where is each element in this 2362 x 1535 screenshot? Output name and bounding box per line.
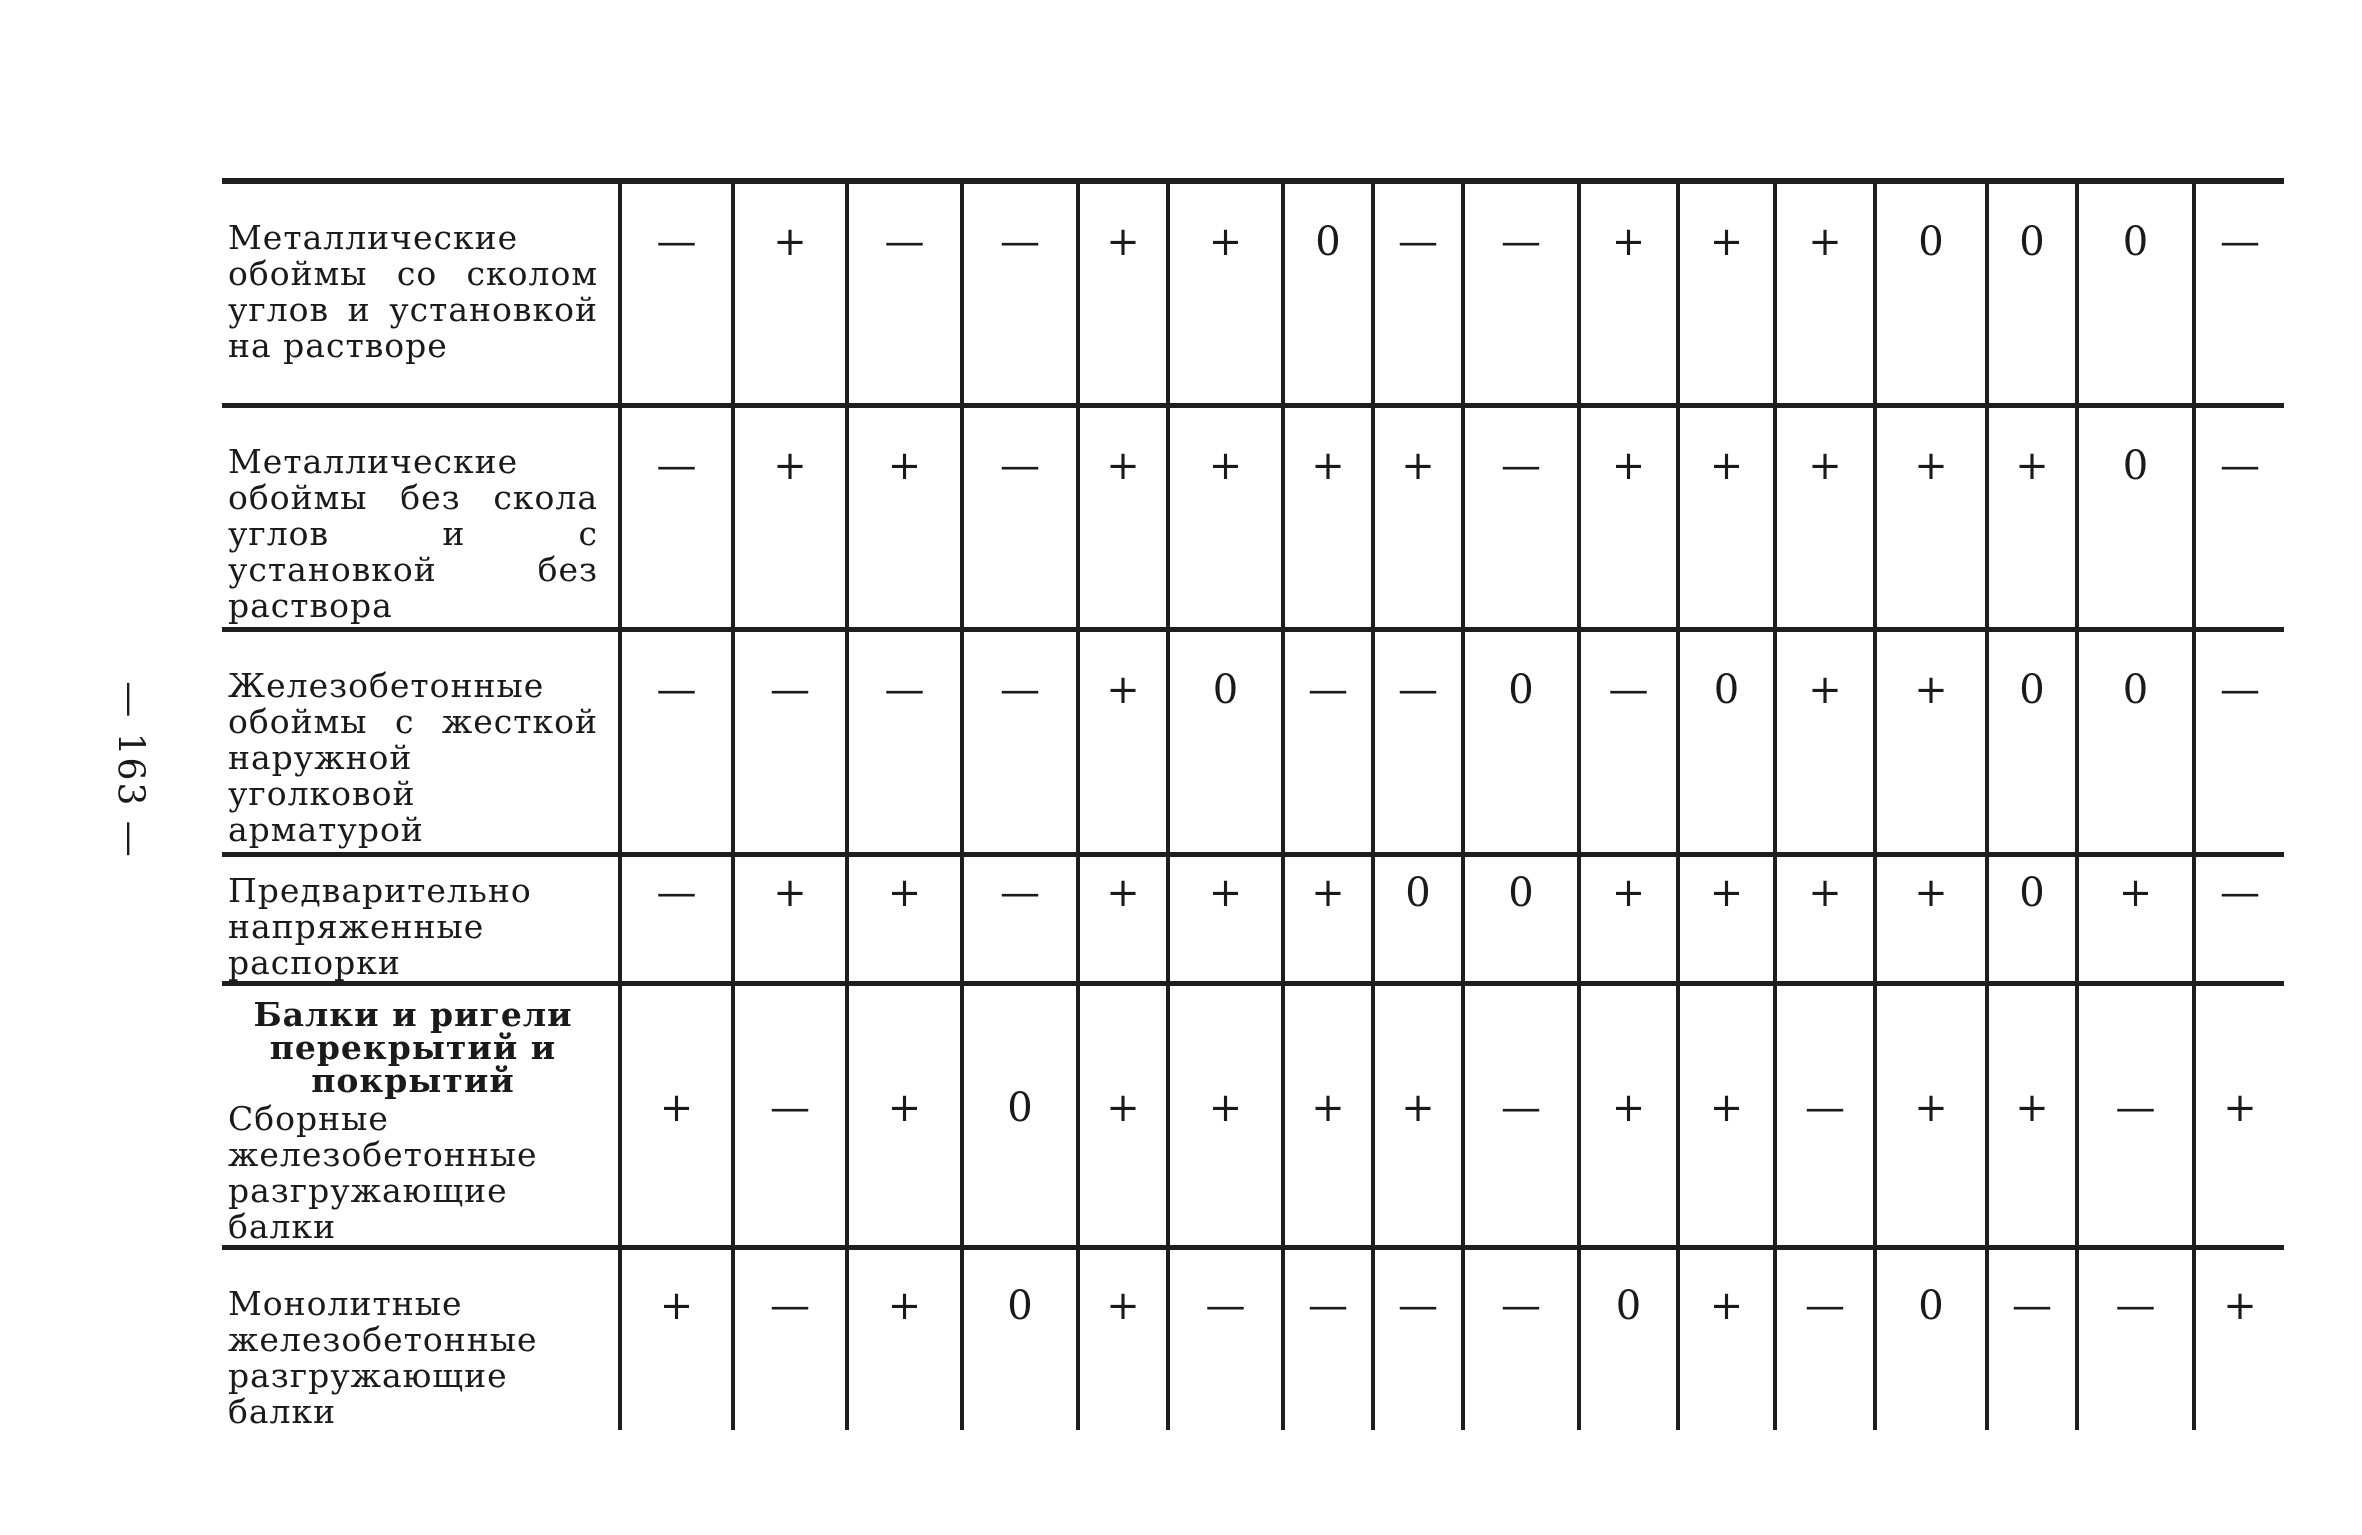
mark-cell: — bbox=[2194, 181, 2284, 405]
mark-cell: 0 bbox=[1463, 629, 1579, 854]
mark-cell: — bbox=[962, 405, 1078, 629]
mark-cell: + bbox=[2194, 983, 2284, 1247]
mark-cell: + bbox=[1875, 854, 1987, 983]
mark-cell: + bbox=[847, 983, 962, 1247]
row-label-cell bbox=[222, 983, 620, 1247]
mark-cell: 0 bbox=[1168, 629, 1283, 854]
mark-cell: + bbox=[2194, 1247, 2284, 1430]
mark-cell: 0 bbox=[1283, 181, 1373, 405]
mark-cell: — bbox=[1283, 1247, 1373, 1430]
mark-cell: — bbox=[2077, 1247, 2194, 1430]
mark-cell: + bbox=[1678, 1247, 1775, 1430]
row-label: Предварительно напряженные распорки bbox=[228, 870, 532, 982]
mark-cell: 0 bbox=[1463, 854, 1579, 983]
mark-cell: — bbox=[1775, 983, 1875, 1247]
mark-cell: — bbox=[2194, 854, 2284, 983]
mark-cell: — bbox=[962, 629, 1078, 854]
mark-cell: — bbox=[1463, 181, 1579, 405]
mark-cell: + bbox=[2077, 854, 2194, 983]
mark-cell: 0 bbox=[1987, 629, 2077, 854]
mark-cell: 0 bbox=[1875, 181, 1987, 405]
mark-cell: + bbox=[1678, 181, 1775, 405]
mark-cell: — bbox=[962, 181, 1078, 405]
mark-cell: + bbox=[1579, 405, 1678, 629]
mark-cell: + bbox=[1875, 405, 1987, 629]
mark-cell: — bbox=[1775, 1247, 1875, 1430]
mark-cell: + bbox=[1078, 983, 1168, 1247]
mark-cell: + bbox=[1987, 405, 2077, 629]
table-row bbox=[222, 405, 2284, 629]
evaluation-table bbox=[222, 178, 2284, 1430]
mark-cell: + bbox=[1078, 405, 1168, 629]
mark-cell: — bbox=[1373, 629, 1463, 854]
mark-cell: + bbox=[1373, 983, 1463, 1247]
mark-cell: + bbox=[1168, 405, 1283, 629]
mark-cell: + bbox=[1078, 854, 1168, 983]
row-label: Металлические обоймы без скола углов и с установкой без раствора bbox=[228, 441, 598, 625]
mark-cell: + bbox=[733, 854, 847, 983]
mark-cell: + bbox=[1168, 181, 1283, 405]
mark-cell: + bbox=[1678, 983, 1775, 1247]
mark-cell: — bbox=[1987, 1247, 2077, 1430]
mark-cell: — bbox=[1579, 629, 1678, 854]
mark-cell: — bbox=[620, 854, 733, 983]
mark-cell: — bbox=[620, 181, 733, 405]
mark-cell: — bbox=[1463, 1247, 1579, 1430]
mark-cell: + bbox=[847, 854, 962, 983]
mark-cell: + bbox=[847, 1247, 962, 1430]
mark-cell: + bbox=[733, 181, 847, 405]
section-heading: Балки и ригели перекрытий и покрытий bbox=[253, 994, 573, 1100]
mark-cell: 0 bbox=[2077, 181, 2194, 405]
row-label-cell bbox=[222, 854, 620, 983]
mark-cell: — bbox=[620, 629, 733, 854]
mark-cell: 0 bbox=[1579, 1247, 1678, 1430]
mark-cell: + bbox=[1875, 983, 1987, 1247]
mark-cell: — bbox=[2194, 629, 2284, 854]
mark-cell: — bbox=[2194, 405, 2284, 629]
mark-cell: + bbox=[1078, 181, 1168, 405]
mark-cell: — bbox=[1373, 1247, 1463, 1430]
mark-cell: + bbox=[1168, 983, 1283, 1247]
mark-cell: + bbox=[620, 983, 733, 1247]
table-row bbox=[222, 983, 2284, 1247]
mark-cell: — bbox=[1373, 181, 1463, 405]
table-row bbox=[222, 854, 2284, 983]
mark-cell: + bbox=[1987, 983, 2077, 1247]
mark-cell: 0 bbox=[2077, 405, 2194, 629]
mark-cell: 0 bbox=[962, 1247, 1078, 1430]
mark-cell: + bbox=[1579, 854, 1678, 983]
mark-cell: + bbox=[1775, 405, 1875, 629]
mark-cell: + bbox=[1283, 854, 1373, 983]
mark-cell: — bbox=[1463, 405, 1579, 629]
mark-cell: + bbox=[1775, 854, 1875, 983]
mark-cell: 0 bbox=[2077, 629, 2194, 854]
mark-cell: — bbox=[1463, 983, 1579, 1247]
mark-cell: — bbox=[733, 983, 847, 1247]
mark-cell: — bbox=[2077, 983, 2194, 1247]
page-number: — 163 — bbox=[109, 681, 151, 859]
mark-cell: + bbox=[620, 1247, 733, 1430]
mark-cell: + bbox=[1283, 405, 1373, 629]
mark-cell: + bbox=[1168, 854, 1283, 983]
row-label: Металлические обоймы со сколом углов и установкой на растворе bbox=[228, 218, 598, 365]
mark-cell: 0 bbox=[1373, 854, 1463, 983]
mark-cell: 0 bbox=[1678, 629, 1775, 854]
mark-cell: + bbox=[1078, 1247, 1168, 1430]
table-body bbox=[222, 181, 2284, 1430]
mark-cell: + bbox=[1678, 405, 1775, 629]
row-label: Железобетонные обоймы с жесткой наружной уголковой арматурой bbox=[228, 665, 598, 849]
mark-cell: — bbox=[620, 405, 733, 629]
mark-cell: + bbox=[1678, 854, 1775, 983]
table-row bbox=[222, 629, 2284, 854]
mark-cell: + bbox=[1579, 181, 1678, 405]
mark-cell: 0 bbox=[1987, 854, 2077, 983]
row-label: Сборные железобетонные разгружающие балки bbox=[228, 1098, 538, 1246]
row-label-cell bbox=[222, 181, 620, 405]
mark-cell: + bbox=[1875, 629, 1987, 854]
row-label: Монолитные железобетонные разгружающие балки bbox=[228, 1283, 538, 1431]
table-row bbox=[222, 1247, 2284, 1430]
mark-cell: — bbox=[733, 1247, 847, 1430]
mark-cell: + bbox=[1775, 629, 1875, 854]
mark-cell: — bbox=[1283, 629, 1373, 854]
mark-cell: + bbox=[1373, 405, 1463, 629]
mark-cell: + bbox=[733, 405, 847, 629]
mark-cell: — bbox=[733, 629, 847, 854]
row-label-cell bbox=[222, 1247, 620, 1430]
mark-cell: — bbox=[847, 629, 962, 854]
mark-cell: — bbox=[847, 181, 962, 405]
mark-cell: + bbox=[1078, 629, 1168, 854]
mark-cell: 0 bbox=[1987, 181, 2077, 405]
mark-cell: + bbox=[1579, 983, 1678, 1247]
table-row bbox=[222, 181, 2284, 405]
mark-cell: — bbox=[1168, 1247, 1283, 1430]
row-label-cell bbox=[222, 405, 620, 629]
mark-cell: 0 bbox=[962, 983, 1078, 1247]
row-label-cell bbox=[222, 629, 620, 854]
mark-cell: + bbox=[1283, 983, 1373, 1247]
mark-cell: + bbox=[1775, 181, 1875, 405]
mark-cell: — bbox=[962, 854, 1078, 983]
mark-cell: 0 bbox=[1875, 1247, 1987, 1430]
mark-cell: + bbox=[847, 405, 962, 629]
